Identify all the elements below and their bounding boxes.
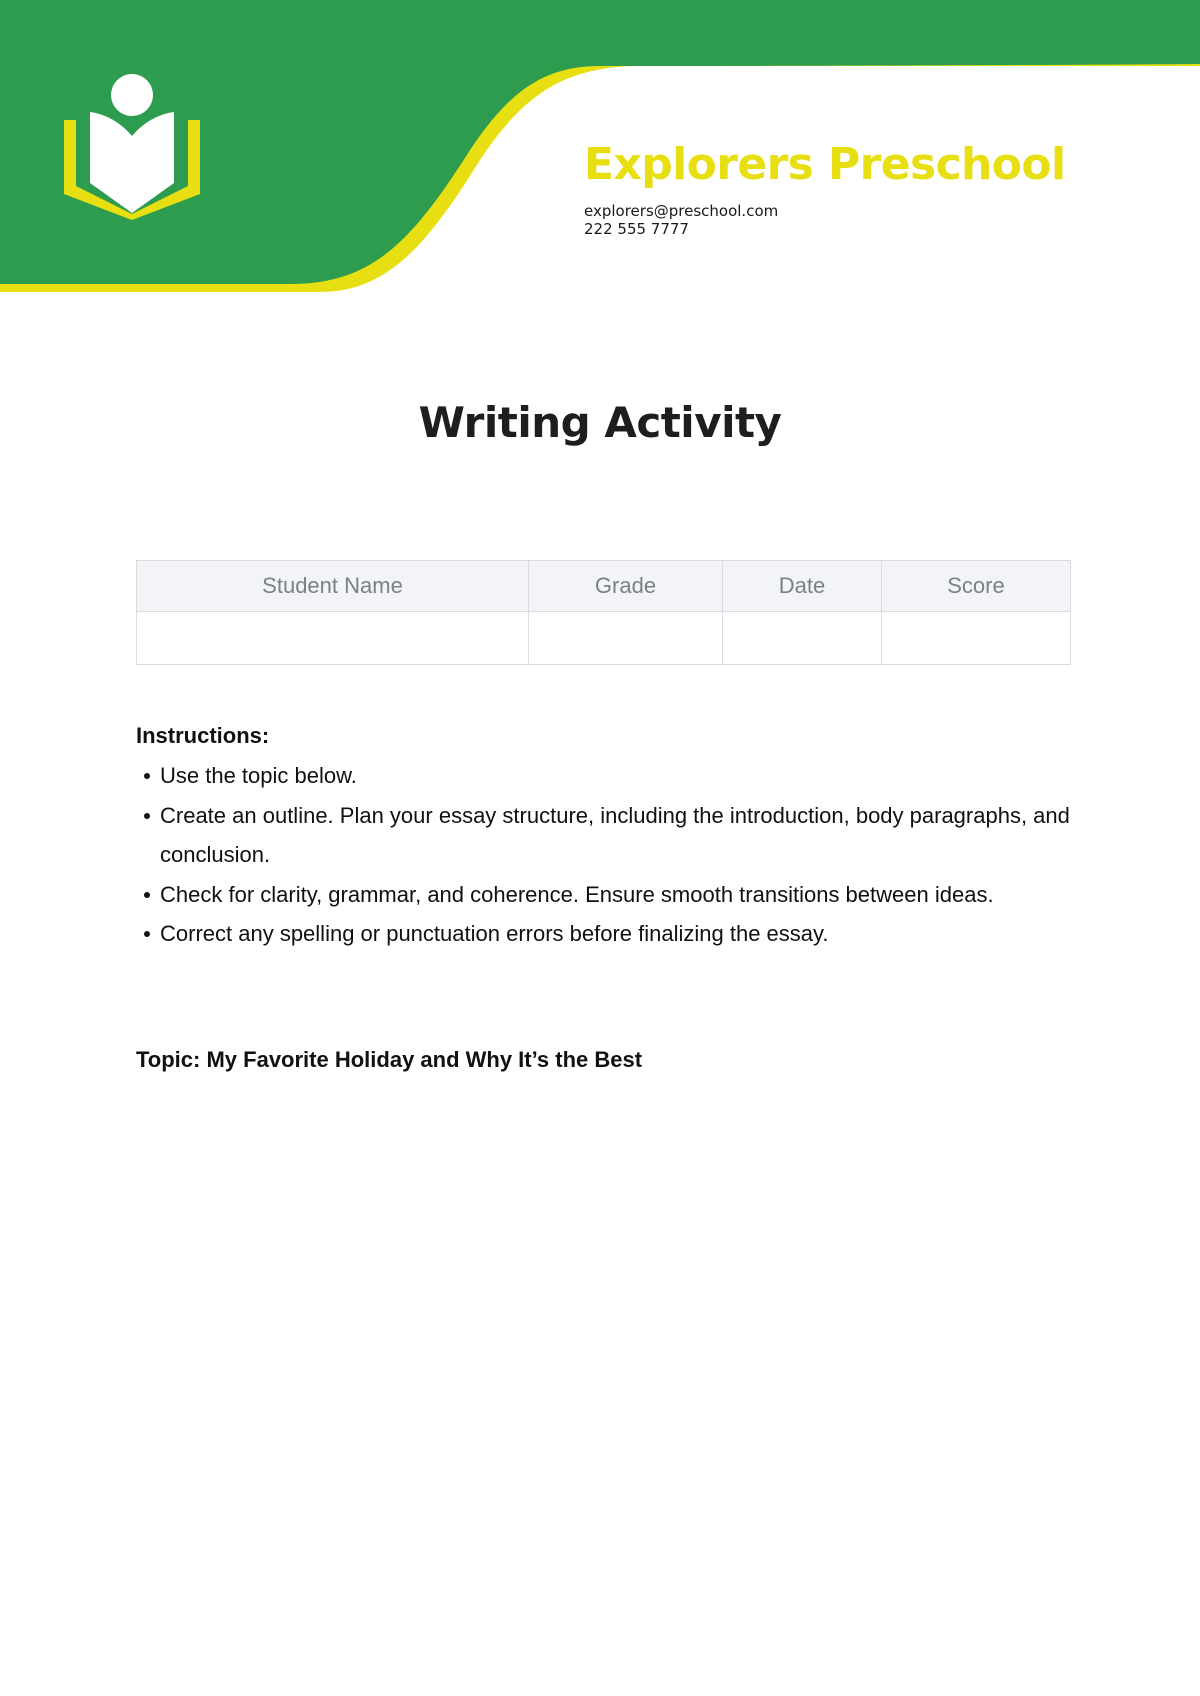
contact-info: [584, 202, 778, 238]
header-date: Date: [723, 561, 882, 612]
contact-phone: 222 555 7777: [584, 220, 689, 238]
list-item: Correct any spelling or punctuation errors before finalizing the essay.: [136, 914, 1076, 954]
header-student-name: Student Name: [137, 561, 529, 612]
student-info-table: [136, 560, 1071, 665]
student-name-cell[interactable]: [137, 612, 529, 665]
table-row: [137, 612, 1071, 665]
list-item: Use the topic below.: [136, 756, 1076, 796]
school-logo-icon: [62, 70, 202, 222]
school-name: Explorers Preschool: [584, 139, 1066, 190]
contact-email: explorers@preschool.com: [584, 202, 779, 220]
instructions-section: [136, 716, 1076, 954]
score-cell[interactable]: [882, 612, 1071, 665]
essay-topic: Topic: My Favorite Holiday and Why It’s the Best: [136, 1047, 643, 1072]
grade-cell[interactable]: [529, 612, 723, 665]
date-cell[interactable]: [723, 612, 882, 665]
header-grade: Grade: [529, 561, 723, 612]
instructions-heading: Instructions:: [136, 723, 270, 748]
list-item: Create an outline. Plan your essay structure, including the introduction, body paragraphs, and conclusion.: [136, 796, 1076, 875]
header-score: Score: [882, 561, 1071, 612]
page-title: Writing Activity: [418, 398, 782, 447]
instructions-list: [136, 756, 1076, 954]
table-header-row: [137, 561, 1071, 612]
list-item: Check for clarity, grammar, and coherence. Ensure smooth transitions between ideas.: [136, 875, 1076, 915]
